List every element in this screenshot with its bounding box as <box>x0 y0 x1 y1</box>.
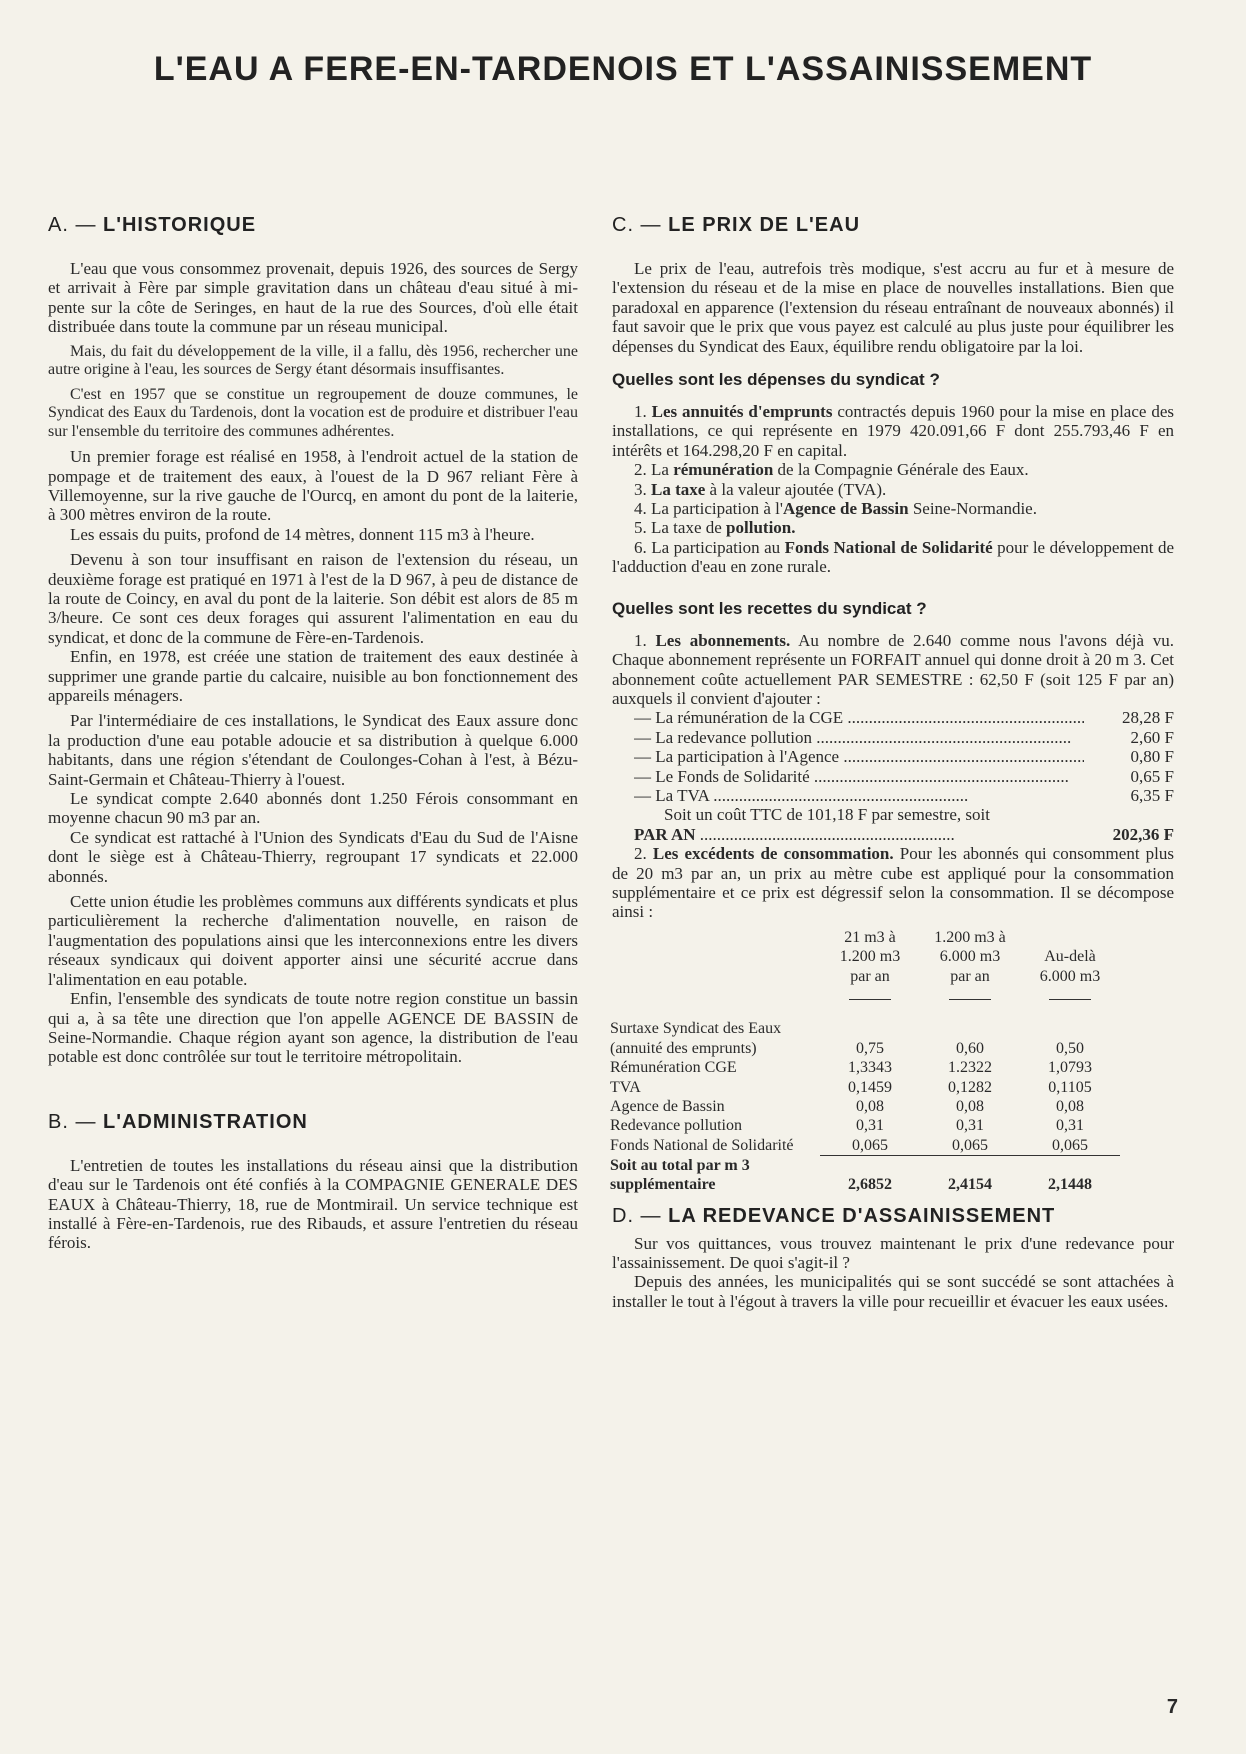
section-a-letter: A. — <box>48 214 97 236</box>
paragraph: Mais, du fait du développement de la ville, il a fallu, dès 1956, rechercher une autre origine à l'eau, les sources de Sergy étant désormais insuffisantes. <box>48 342 578 379</box>
section-c-title: LE PRIX DE L'EAU <box>668 214 861 236</box>
paragraph: Devenu à son tour insuffisant en raison de l'extension du réseau, un deuxième forage est pratiqué en 1971 à l'est de la D 967, à peu de distance de la route de Coincy, en aval du pont de la laiterie. Son débit est alors de 85 m 3/heure. Ce sont ces deux forages qui assurent l'alimentation en eau du syndicat, et donc de la commune de Fère-en-Tardenois. <box>48 550 578 647</box>
table-total-row: Soit au total par m 3 supplémentaire 2,6852 2,4154 2,1448 <box>610 1156 1092 1194</box>
depense-item: 1. Les annuités d'emprunts contractés depuis 1960 pour la mise en place des installations, ce qui représente en 1979 420.091,66 F dont 255.793,46 F en intérêts et 164.298,20 F en capital. <box>612 402 1174 460</box>
paragraph: L'entretien de toutes les installations du réseau ainsi que la distribution d'eau sur le Tardenois ont été confiés à la COMPAGNIE GENERALE DES EAUX à Château-Thierry, 18, rue de Montmirail. Un service technique est installé à Fère-en-Tardenois, rue des Ribauds, et assure l'entretien du réseau férois. <box>48 1155 578 1253</box>
page-title: L'EAU A FERE-EN-TARDENOIS ET L'ASSAINISSEMENT <box>153 50 1093 88</box>
page-number: 7 <box>1166 1696 1178 1718</box>
paragraph: Un premier forage est réalisé en 1958, à l'endroit actuel de la station de pompage et de traitement des eaux, à l'ouest de la D 967 reliant Fère à Villemoyenne, sur la rive gauche de l'Ourcq, en amont du pont de la laiterie, à 300 mètres environ de la route. <box>48 447 578 525</box>
right-column <box>612 214 1174 1317</box>
depense-item: 3. La taxe à la valeur ajoutée (TVA). <box>634 479 887 499</box>
section-b-heading <box>48 1111 578 1134</box>
section-b-title: L'ADMINISTRATION <box>103 1110 308 1133</box>
depense-item: 4. La participation à l'Agence de Bassin Seine-Normandie. <box>634 499 1037 519</box>
table-row: TVA 0,1459 0,1282 0,1105 <box>610 1078 1092 1096</box>
paragraph: C'est en 1957 que se constitue un regroupement de douze communes, le Syndicat des Eaux du Tardenois, dont la vocation est de produire et distribuer l'eau sur l'ensemble du territoire des communes adhérentes. <box>48 385 578 440</box>
table-row: Surtaxe Syndicat des Eaux (annuité des emprunts) 0,75 0,60 0,50 <box>610 1020 1084 1057</box>
paragraph: Enfin, l'ensemble des syndicats de toute notre region constitue un bassin qui a, à sa tête une direction que l'on appelle AGENCE DE BASSIN de Seine-Normandie. Chaque région ayant son agence, la distribution de l'eau potable est donc contrôlée sur tout le territoire métropolitain. <box>48 989 578 1067</box>
section-d-heading <box>612 1205 1174 1228</box>
depenses-heading: Quelles sont les dépenses du syndicat ? <box>612 370 940 390</box>
section-d-letter: D. — <box>612 1204 662 1227</box>
ttc-text: Soit un coût TTC de 101,18 F par semestre, soit <box>664 805 990 825</box>
column-header: 21 m3 à 1.200 m3 par an <box>820 928 920 1006</box>
paragraph: Les essais du puits, profond de 14 mètres, donnent 115 m3 à l'heure. <box>70 524 535 544</box>
charge-row: — La TVA ..... 6,35 F <box>634 786 1174 805</box>
section-a-title: L'HISTORIQUE <box>103 214 257 236</box>
abonnements-paragraph: 1. Les abonnements. Au nombre de 2.640 comme nous l'avons déjà vu. Chaque abonnement représente un FORFAIT annuel qui donne droit à 20 m 3. Cet abonnement coûte actuellement PAR SEMESTRE : 62,50 F (soit 125 F par an) auxquels il convient d'ajouter : <box>612 630 1174 708</box>
table-row: Fonds National de Solidarité 0,065 0,065 0,065 <box>610 1136 1120 1156</box>
depense-item: 5. La taxe de pollution. <box>634 518 796 538</box>
paragraph: Le syndicat compte 2.640 abonnés dont 1.250 Férois consommant en moyenne chacun 90 m3 par an. <box>48 789 578 828</box>
charges-list <box>634 708 1174 844</box>
table-row: Rémunération CGE 1,3343 1.2322 1,0793 <box>610 1059 1092 1077</box>
left-column <box>48 214 578 1259</box>
depense-item: 2. La rémunération de la Compagnie Générale des Eaux. <box>634 460 1029 480</box>
paragraph: Sur vos quittances, vous trouvez maintenant le prix d'une redevance pour l'assainissement. De quoi s'agit-il ? <box>612 1233 1174 1272</box>
charge-row: — Le Fonds de Solidarité ..... 0,65 F <box>634 767 1174 786</box>
paragraph: Le prix de l'eau, autrefois très modique, s'est accru au fur et à mesure de l'extension du réseau et de la mise en place de nouvelles installations. Bien que paradoxal en apparence (l'extension du réseau entraînant de nouveaux abonnés) il faut savoir que le prix que vous payez est calculé au plus juste pour équilibrer les dépenses du Syndicat des Eaux, équilibre rendu obligatoire par la loi. <box>612 259 1174 356</box>
paragraph: Cette union étudie les problèmes communs aux différents syndicats et plus particulièrement la recherche d'alimentation nouvelle, en raison de l'augmentation des populations ainsi que les interconnexions entre les divers réseaux syndicaux qui doivent apporter ainsi une sécurité accrue dans l'alimentation en eau potable. <box>48 892 578 989</box>
paragraph: Ce syndicat est rattaché à l'Union des Syndicats d'Eau du Sud de l'Aisne dont le siège est à Château-Thierry, regroupant 17 syndicats et 22.000 abonnés. <box>48 827 578 886</box>
charge-row: — La rémunération de la CGE ..... 28,28 F <box>634 708 1174 727</box>
recettes-heading: Quelles sont les recettes du syndicat ? <box>612 598 927 618</box>
section-d-title: LA REDEVANCE D'ASSAINISSEMENT <box>668 1204 1056 1227</box>
par-an-row: PAR AN ..... 202,36 F <box>634 825 1174 844</box>
paragraph: Enfin, en 1978, est créée une station de traitement des eaux destinée à supprimer une grande partie du calcaire, nuisible au bon fonctionnement des appareils ménagers. <box>48 647 578 705</box>
paragraph: Depuis des années, les municipalités qui se sont succédé se sont attachées à installer le tout à l'égout à travers la ville pour recueillir et évacuer les eaux usées. <box>612 1272 1174 1311</box>
section-b-letter: B. — <box>48 1110 97 1133</box>
section-c-heading <box>612 214 1174 237</box>
depense-item: 6. La participation au Fonds National de Solidarité pour le développement de l'adduction d'eau en zone rurale. <box>612 537 1174 577</box>
section-c-letter: C. — <box>612 214 662 236</box>
column-header: 1.200 m3 à 6.000 m3 par an <box>920 928 1020 1006</box>
section-a-heading <box>48 214 578 237</box>
tarif-table <box>610 928 1120 1195</box>
excedents-paragraph: 2. Les excédents de consommation. Pour les abonnés qui consomment plus de 20 m3 par an, un prix au mètre cube est appliqué pour la consommation supplémentaire et ce prix est dégressif selon la consommation. Il se décompose ainsi : <box>612 844 1174 922</box>
table-row: Agence de Bassin 0,08 0,08 0,08 <box>610 1098 1084 1116</box>
table-row: Redevance pollution 0,31 0,31 0,31 <box>610 1117 1084 1135</box>
paragraph: L'eau que vous consommez provenait, depuis 1926, des sources de Sergy et arrivait à Fère par simple gravitation dans un château d'eau situé à mi-pente sur la côte de Seringes, en haut de la rue des Sources, d'où elle était distribuée dans toute la commune par un réseau municipal. <box>48 259 578 337</box>
paragraph: Par l'intermédiaire de ces installations, le Syndicat des Eaux assure donc la production d'une eau potable adoucie et sa distribution à quelque 6.000 habitants, dans une région s'étendant de Coulonges-Cohan à l'est, à Bézu-Saint-Germain et Château-Thierry à l'ouest. <box>48 711 578 789</box>
charge-row: — La redevance pollution ..... 2,60 F <box>634 728 1174 747</box>
table-header-row <box>610 928 1120 1006</box>
column-header: Au-delà 6.000 m3 <box>1020 928 1120 1006</box>
charge-row: — La participation à l'Agence ..... 0,80 F <box>634 747 1174 766</box>
